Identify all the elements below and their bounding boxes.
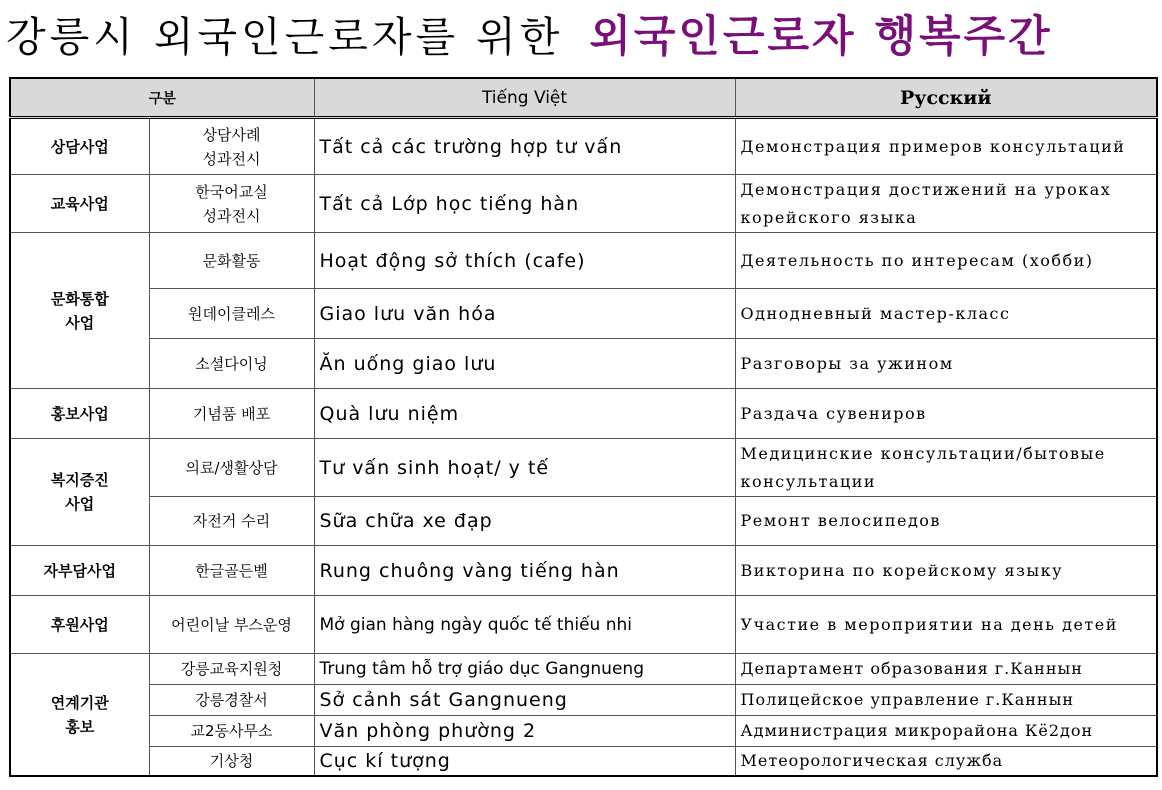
header-vietnamese: Tiếng Việt (314, 78, 735, 118)
vietnamese-cell: Quà lưu niệm (314, 389, 735, 439)
header-russian: Русский (735, 78, 1157, 118)
vietnamese-cell: Cục kí tượng (314, 747, 735, 777)
category-cell: 문화통합 사업 (10, 233, 149, 389)
page-title (6, 0, 1053, 66)
sub-item-cell: 상담사례 성과전시 (149, 118, 314, 175)
vietnamese-cell: Tất cả các trường hợp tư vấn (314, 118, 735, 175)
sub-item-cell: 한국어교실 성과전시 (149, 175, 314, 233)
vietnamese-cell: Trung tâm hỗ trợ giáo dục Gangnueng (314, 654, 735, 685)
table-row (10, 747, 1157, 777)
vietnamese-cell: Tất cả Lớp học tiếng hàn (314, 175, 735, 233)
table-row (10, 175, 1157, 233)
sub-item-cell: 강릉교육지원청 (149, 654, 314, 685)
russian-cell: Департамент образования г.Каннын (735, 654, 1157, 685)
vietnamese-cell: Rung chuông vàng tiếng hàn (314, 546, 735, 596)
vietnamese-cell: Hoạt động sở thích (cafe) (314, 233, 735, 289)
category-cell: 복지증진 사업 (10, 439, 149, 546)
category-cell: 후원사업 (10, 596, 149, 654)
vietnamese-cell: Ăn uống giao lưu (314, 339, 735, 389)
russian-cell: Медицинские консультации/бытовые консультации (735, 439, 1157, 497)
sub-item-cell: 어린이날 부스운영 (149, 596, 314, 654)
sub-item-cell: 소셜다이닝 (149, 339, 314, 389)
title-plain: 강릉시 외국인근로자를 위한 (6, 12, 564, 61)
russian-cell: Однодневный мастер-класс (735, 289, 1157, 339)
vietnamese-cell: Sữa chữa xe đạp (314, 497, 735, 546)
header-category: 구분 (10, 78, 314, 118)
russian-cell: Полицейское управление г.Каннын (735, 685, 1157, 716)
russian-cell: Метеорологическая служба (735, 747, 1157, 777)
table-row (10, 596, 1157, 654)
vietnamese-cell: Văn phòng phường 2 (314, 716, 735, 747)
title-accent: 외국인근로자 행복주간 (589, 11, 1053, 62)
russian-cell: Разговоры за ужином (735, 339, 1157, 389)
sub-item-cell: 한글골든벨 (149, 546, 314, 596)
sub-item-cell: 기념품 배포 (149, 389, 314, 439)
russian-cell: Деятельность по интересам (хобби) (735, 233, 1157, 289)
category-cell: 상담사업 (10, 118, 149, 175)
russian-cell: Демонстрация достижений на уроках корейского языка (735, 175, 1157, 233)
russian-cell: Ремонт велосипедов (735, 497, 1157, 546)
table-row (10, 497, 1157, 546)
vietnamese-cell: Mở gian hàng ngày quốc tế thiếu nhi (314, 596, 735, 654)
sub-item-cell: 의료/생활상담 (149, 439, 314, 497)
table-row (10, 289, 1157, 339)
table-row (10, 118, 1157, 175)
program-table (9, 77, 1158, 777)
russian-cell: Участие в мероприятии на день детей (735, 596, 1157, 654)
table-row (10, 339, 1157, 389)
table-row (10, 685, 1157, 716)
table-row (10, 233, 1157, 289)
sub-item-cell: 기상청 (149, 747, 314, 777)
russian-cell: Викторина по корейскому языку (735, 546, 1157, 596)
russian-cell: Раздача сувениров (735, 389, 1157, 439)
sub-item-cell: 강릉경찰서 (149, 685, 314, 716)
table-row (10, 716, 1157, 747)
vietnamese-cell: Tư vấn sinh hoạt/ y tế (314, 439, 735, 497)
category-cell: 자부담사업 (10, 546, 149, 596)
sub-item-cell: 자전거 수리 (149, 497, 314, 546)
russian-cell: Администрация микрорайона Кё2дон (735, 716, 1157, 747)
sub-item-cell: 교2동사무소 (149, 716, 314, 747)
table-header-row (10, 78, 1157, 118)
table-row (10, 389, 1157, 439)
sub-item-cell: 문화활동 (149, 233, 314, 289)
category-cell: 연계기관 홍보 (10, 654, 149, 777)
category-cell: 홍보사업 (10, 389, 149, 439)
vietnamese-cell: Giao lưu văn hóa (314, 289, 735, 339)
russian-cell: Демонстрация примеров консультаций (735, 118, 1157, 175)
table-row (10, 546, 1157, 596)
sub-item-cell: 원데이클레스 (149, 289, 314, 339)
table-row (10, 654, 1157, 685)
category-cell: 교육사업 (10, 175, 149, 233)
vietnamese-cell: Sở cảnh sát Gangnueng (314, 685, 735, 716)
table-row (10, 439, 1157, 497)
